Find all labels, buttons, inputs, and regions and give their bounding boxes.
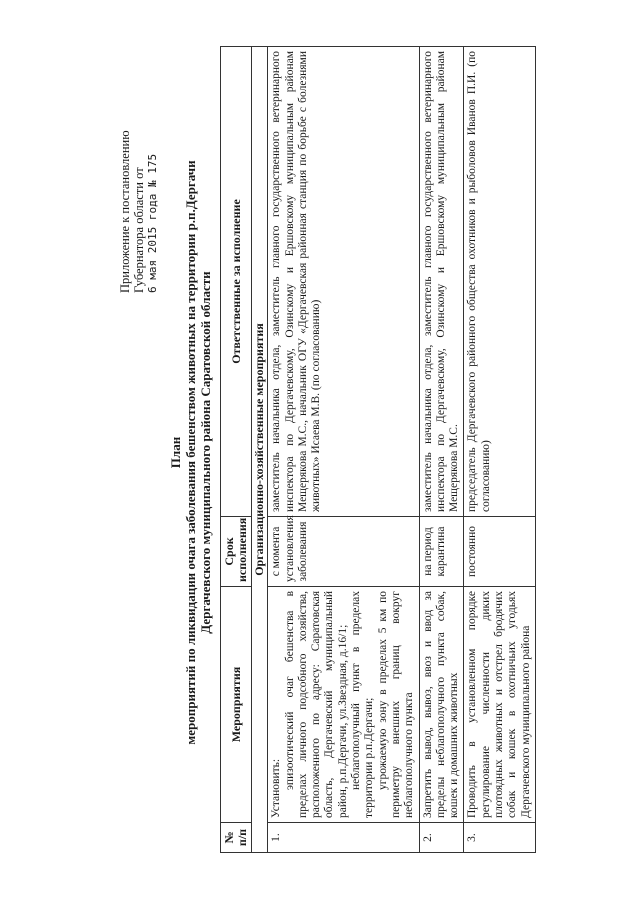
row-responsible: заместитель начальника отдела, заместитель главного государственного ветеринарного инспектора по Дергачевскому, Озинскому и Ершовскому муниципальным районам Мещерякова М.С., начальник ОГУ «Дергачевская районная станция по борьбе с болезнями животных» Исаева М.В. (по согласованию) (268, 47, 419, 517)
measure-paragraph: угрожаемую зону в пределах 5 км по периметру внешних границ вокруг неблагополучного пункта (376, 591, 416, 818)
row-term: на период карантина (419, 517, 464, 587)
header-responsible: Ответственные за исполнение (221, 47, 252, 517)
header-num: № п/п (221, 823, 252, 853)
row-responsible: заместитель начальника отдела, заместитель главного государственного ветеринарного инспектора по Дергачевскому, Озинскому и Ершовскому муниципальным районам Мещерякова М.С. (419, 47, 464, 517)
row-num: 3. (464, 823, 535, 853)
appendix-line-1: Приложение к постановлению (118, 130, 132, 293)
section-row (252, 47, 268, 853)
section-title: Организационно-хозяйственные мероприятия (252, 47, 268, 853)
table-row (268, 47, 419, 853)
row-num: 2. (419, 823, 464, 853)
table-row (419, 47, 464, 853)
row-term: постоянно (464, 517, 535, 587)
appendix-line-3: 6 мая 2015 года № 175 (146, 153, 159, 293)
row-num: 1. (268, 823, 419, 853)
plan-subtitle-1: мероприятий по ликвидации очага заболевания бешенством животных на территории р.п.Дергачи (183, 160, 198, 745)
table-header-row (221, 47, 252, 853)
header-term: Срок исполнения (221, 517, 252, 587)
measure-intro: Установить: (270, 758, 283, 818)
row-responsible: председатель Дергачевского районного общества охотников и рыболовов Иванов П.И. (по согласованию) (464, 47, 535, 517)
appendix-note (118, 93, 160, 293)
header-measures: Мероприятия (221, 587, 252, 823)
measure-paragraph: эпизоотический очаг бешенства в пределах личного подсобного хозяйства, расположенного по адресу: Саратовская область, Дергачевский муниципальный район, р.п.Дергачи, ул.Звездная, д.16/1; (283, 591, 349, 818)
row-measure: Проводить в установленном порядке регулирование численности диких плотоядных животных и отстрел бродячих собак и кошек в охотничьих угодьях Дергачевского муниципального района (464, 587, 535, 823)
row-measure: Запретить вывод, вывоз, ввоз и ввод за пределы неблагополучного пункта собак, кошек и домашних животных (419, 587, 464, 823)
appendix-line-2: Губернатора области от (132, 167, 146, 293)
plan-subtitle-2: Дергачевского муниципального района Саратовской области (198, 271, 213, 634)
measure-paragraph: неблагополучный пункт в пределах территории р.п.Дергачи; (350, 591, 376, 818)
row-term: с момента установления заболевания (268, 517, 419, 587)
table-row (464, 47, 535, 853)
plan-table (220, 46, 536, 853)
plan-title: План (168, 436, 183, 469)
row-measure (268, 587, 419, 823)
